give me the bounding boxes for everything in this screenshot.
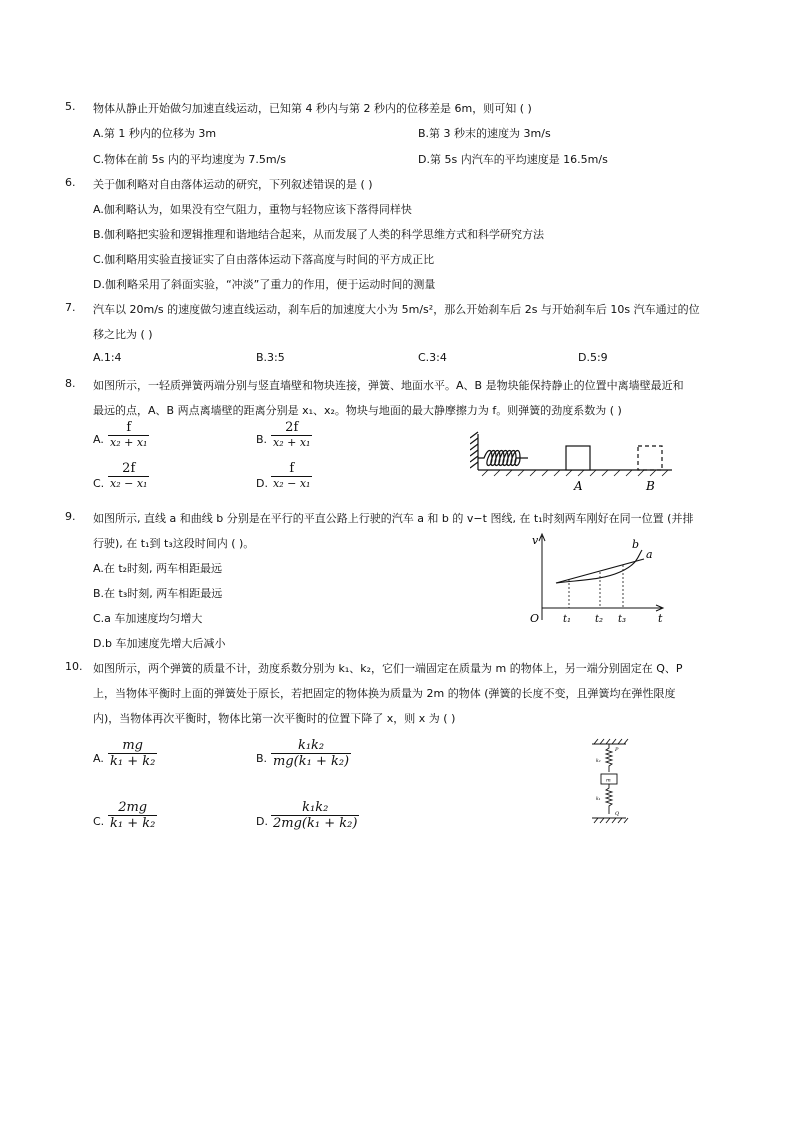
option-b: B.在 t₃时刻, 两车相距最远 bbox=[93, 587, 223, 600]
option-d: D.5:9 bbox=[578, 351, 608, 364]
t-label: t bbox=[658, 612, 663, 625]
spring-k1 bbox=[606, 784, 612, 814]
option-c: C.3:4 bbox=[418, 351, 447, 364]
option-a-fraction bbox=[108, 738, 157, 769]
label-q: Q bbox=[615, 811, 620, 817]
numerator: mg bbox=[122, 738, 143, 753]
option-c-fraction bbox=[108, 800, 157, 831]
question-stem-line2: 移之比为 ( ) bbox=[93, 328, 153, 341]
option-d: D.b 车加速度先增大后减小 bbox=[93, 637, 226, 650]
option-a: A.1:4 bbox=[93, 351, 122, 364]
numerator: f bbox=[289, 461, 295, 476]
option-b: B.第 3 秒末的速度为 3m/s bbox=[418, 127, 551, 140]
option-c: C.物体在前 5s 内的平均速度为 7.5m/s bbox=[93, 153, 287, 166]
label-p: P bbox=[615, 747, 619, 753]
option-a: A.在 t₂时刻, 两车相距最远 bbox=[93, 562, 223, 575]
denominator: mg(k₁ + k₂) bbox=[273, 754, 350, 769]
numerator: k₁k₂ bbox=[302, 800, 329, 815]
option-d: D.第 5s 内汽车的平均速度是 16.5m/s bbox=[418, 153, 608, 166]
question-stem-line1: 如图所示，两个弹簧的质量不计，劲度系数分别为 k₁、k₂，它们一端固定在质量为 m 的物体上，另一端分别固定在 Q、P bbox=[93, 662, 683, 675]
question-stem-line1: 如图所示，一轻质弹簧两端分别与竖直墙壁和物块连接，弹簧、地面水平。A、B 是物块能保持静止的位置中离墙壁最近和 bbox=[93, 379, 684, 392]
option-b-label: B. bbox=[256, 433, 268, 446]
question-stem: 关于伽利略对自由落体运动的研究，下列叙述错误的是 ( ) bbox=[93, 178, 373, 191]
curve-b bbox=[556, 550, 642, 583]
block-at-b bbox=[638, 446, 662, 470]
vt-graph bbox=[520, 530, 670, 628]
label-m: m bbox=[606, 777, 611, 784]
denominator: k₁ + k₂ bbox=[110, 816, 156, 831]
option-c: C.伽利略用实验直接证实了自由落体运动下落高度与时间的平方成正比 bbox=[93, 253, 435, 266]
question-number: 10. bbox=[65, 660, 83, 673]
option-b: B.3:5 bbox=[256, 351, 285, 364]
question-stem-line2: 最远的点，A、B 两点离墙壁的距离分别是 x₁、x₂。物块与地面的最大静摩擦力为 f。则弹簧的劲度系数为 ( ) bbox=[93, 404, 622, 417]
line-a-label: a bbox=[646, 548, 653, 561]
curve-b-label: b bbox=[632, 538, 640, 551]
option-c-label: C. bbox=[93, 815, 105, 828]
question-stem-line1: 如图所示, 直线 a 和曲线 b 分别是在平行的平直公路上行驶的汽车 a 和 b 的 v−t 图线, 在 t₁时刻两车刚好在同一位置 (并排 bbox=[93, 512, 694, 525]
option-a-label: A. bbox=[93, 752, 104, 765]
option-d-label: D. bbox=[256, 815, 268, 828]
option-c: C.a 车加速度均匀增大 bbox=[93, 612, 203, 625]
option-a: A.伽利略认为，如果没有空气阻力，重物与轻物应该下落得同样快 bbox=[93, 203, 412, 216]
option-a-fraction bbox=[108, 420, 149, 449]
option-d-fraction bbox=[271, 800, 359, 831]
label-b: B bbox=[646, 479, 655, 493]
question-number: 8. bbox=[65, 377, 76, 390]
option-c-fraction bbox=[108, 461, 149, 490]
option-a-label: A. bbox=[93, 433, 104, 446]
spring-block-figure bbox=[470, 430, 680, 500]
question-number: 7. bbox=[65, 301, 76, 314]
denominator: x₂ + x₁ bbox=[110, 436, 148, 449]
option-d-label: D. bbox=[256, 477, 268, 490]
option-d-fraction bbox=[271, 461, 312, 490]
question-number: 9. bbox=[65, 510, 76, 523]
spring bbox=[478, 451, 528, 466]
v-label: v bbox=[532, 534, 539, 547]
t1-label: t₁ bbox=[563, 614, 572, 625]
numerator: 2f bbox=[285, 420, 299, 435]
option-c-label: C. bbox=[93, 477, 105, 490]
question-number: 6. bbox=[65, 176, 76, 189]
numerator: 2mg bbox=[118, 800, 148, 815]
question-stem-line2: 行驶), 在 t₁到 t₃这段时间内 ( )。 bbox=[93, 537, 255, 550]
question-stem-line2: 上，当物体平衡时上面的弹簧处于原长，若把固定的物体换为质量为 2m 的物体 (弹簧的长度不变，且弹簧均在弹性限度 bbox=[93, 687, 676, 700]
denominator: 2mg(k₁ + k₂) bbox=[273, 816, 358, 831]
label-k2: k₂ bbox=[596, 759, 601, 764]
denominator: x₂ − x₁ bbox=[110, 477, 148, 490]
block-at-a bbox=[566, 446, 590, 470]
numerator: 2f bbox=[122, 461, 136, 476]
denominator: x₂ + x₁ bbox=[273, 436, 311, 449]
question-stem: 物体从静止开始做匀加速直线运动，已知第 4 秒内与第 2 秒内的位移差是 6m，则可知 ( ) bbox=[93, 102, 532, 115]
option-b-label: B. bbox=[256, 752, 268, 765]
question-number: 5. bbox=[65, 100, 76, 113]
denominator: k₁ + k₂ bbox=[110, 754, 156, 769]
origin-label: O bbox=[530, 612, 540, 625]
option-a: A.第 1 秒内的位移为 3m bbox=[93, 127, 217, 140]
option-d: D.伽利略采用了斜面实验，“冲淡”了重力的作用，便于运动时间的测量 bbox=[93, 278, 436, 291]
t2-label: t₂ bbox=[595, 614, 604, 625]
option-b-fraction bbox=[271, 420, 312, 449]
option-b-fraction bbox=[271, 738, 351, 769]
t3-label: t₃ bbox=[618, 614, 627, 625]
option-b: B.伽利略把实验和逻辑推理和谐地结合起来，从而发展了人类的科学思维方式和科学研究方法 bbox=[93, 228, 545, 241]
vertical-springs-figure bbox=[588, 738, 630, 826]
numerator: f bbox=[126, 420, 132, 435]
question-stem-line3: 内)，当物体再次平衡时，物体比第一次平衡时的位置下降了 x，则 x 为 ( ) bbox=[93, 712, 456, 725]
label-a: A bbox=[574, 479, 583, 493]
numerator: k₁k₂ bbox=[297, 738, 325, 753]
label-k1: k₁ bbox=[596, 797, 601, 802]
denominator: x₂ − x₁ bbox=[273, 477, 311, 490]
spring-k2 bbox=[606, 744, 612, 772]
question-stem-line1: 汽车以 20m/s 的速度做匀速直线运动，刹车后的加速度大小为 5m/s²，那么开始刹车后 2s 与开始刹车后 10s 汽车通过的位 bbox=[93, 303, 700, 316]
